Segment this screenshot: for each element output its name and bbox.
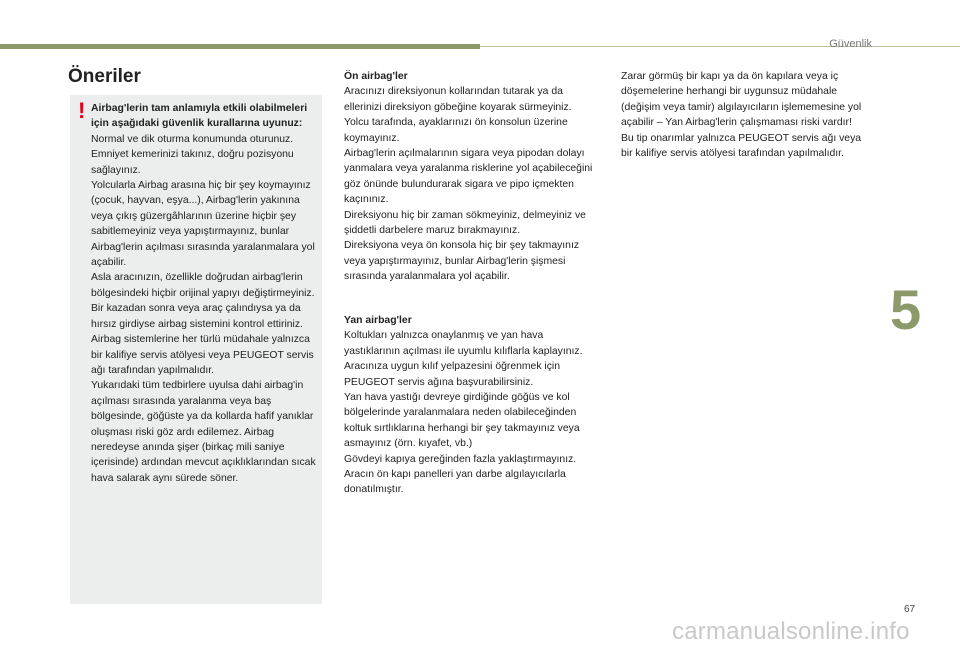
front-airbags-body: Aracınızı direksiyonun kollarından tutarak ya da ellerinizi direksiyon göbeğine koyarak sürmeyiniz. Yolcu tarafında, ayaklarınızı ön konsolun üzerine koymayınız. Airbag'lerin açılmalarının sigara veya pipodan dolayı yanmalara veya yaralanma risklerine yol açabileceğini göz önünde bulundurarak sigara ve pipo içmekten kaçınınız. Direksiyonu hiç bir zaman sökmeyiniz, delmeyiniz ve şiddetli darbelere maruz bırakmayınız. Direksiyona veya ön konsola hiç bir şey takmayınız veya yapıştırmayınız, bunlar Airbag'lerin şişmesi sırasında yaralanmalara yol açabilir. [344, 86, 593, 283]
header-rule-thin [480, 46, 960, 47]
page-title: Öneriler [68, 66, 141, 87]
front-airbags-section [344, 69, 602, 285]
page-number: 67 [904, 604, 916, 615]
warning-lead: Airbag'lerin tam anlamıyla etkili olabilmeleri için aşağıdaki güvenlik kurallarına uyunuz: [91, 103, 308, 130]
door-damage-section [621, 69, 871, 161]
side-airbags-section [344, 313, 602, 498]
chapter-number: 5 [890, 278, 922, 341]
warning-text [91, 101, 321, 486]
header-rule [0, 44, 480, 49]
side-airbags-heading: Yan airbag'ler [344, 315, 412, 326]
door-damage-body: Zarar görmüş bir kapı ya da ön kapılara veya iç döşemelerine herhangi bir uygunsuz müdahale (değişim veya tamir) algılayıcıların işlememesine yol açabilir – Yan Airbag'lerin çalışmaması riski vardır! Bu tip onarımlar yalnızca PEUGEOT servis ağı veya bir kalifiye servis atölyesi tarafından yapılmalıdır. [621, 71, 862, 160]
exclamation-icon: ! [78, 98, 86, 123]
section-title: Güvenlik [829, 38, 872, 50]
front-airbags-heading: Ön airbag'ler [344, 71, 408, 82]
warning-body: Normal ve dik oturma konumunda oturunuz. Emniyet kemerinizi takınız, doğru pozisyonu sağlayınız. Yolcularla Airbag arasına hiç bir şey koymayınız (çocuk, hayvan, eşya...), Airbag'lerin yakınına veya çıkış güzergâhlarının üzerine hiçbir şey sabitlemeyiniz veya yapıştırmayınız, bunlar Airbag'lerin açılması sırasında yaralanmalara yol açabilir. Asla aracınızın, özellikle doğrudan airbag'lerin bölgesindeki hiçbir orijinal yapıyı değiştirmeyiniz. Bir kazadan sonra veya araç çalındıysa ya da hırsız girdiyse airbag sistemini kontrol ettiriniz. Airbag sistemlerine her türlü müdahale yalnızca bir kalifiye servis atölyesi veya PEUGEOT servis ağı tarafından yapılmalıdır. Yukarıdaki tüm tedbirlere uyulsa dahi airbag'in açılması sırasında yaralanma veya baş bölgesinde, göğüste ya da kollarda hafif yanıklar oluşması riski göz ardı edilemez. Airbag neredeyse anında şişer (birkaç mili saniye içerisinde) ardından mevcut açıklıklarından sıcak hava salarak aynı sürede söner. [91, 133, 316, 484]
side-airbags-body: Koltukları yalnızca onaylanmış ve yan hava yastıklarının açılması ile uyumlu kılıflarla kaplayınız. Aracınıza uygun kılıf yelpazesini öğrenmek için PEUGEOT servis ağına başvurabilirsiniz. Yan hava yastığı devreye girdiğinde göğüs ve kol bölgelerinde yaralanmalara neden olabileceğinden koltuk sırtlıklarına herhangi bir şey takmayınız veya asmayınız (örn. kıyafet, vb.) Gövdeyi kapıya gereğinden fazla yaklaştırmayınız. Aracın ön kapı panelleri yan darbe algılayıcılarla donatılmıştır. [344, 330, 583, 496]
watermark: carmanualsonline.info [672, 618, 910, 645]
